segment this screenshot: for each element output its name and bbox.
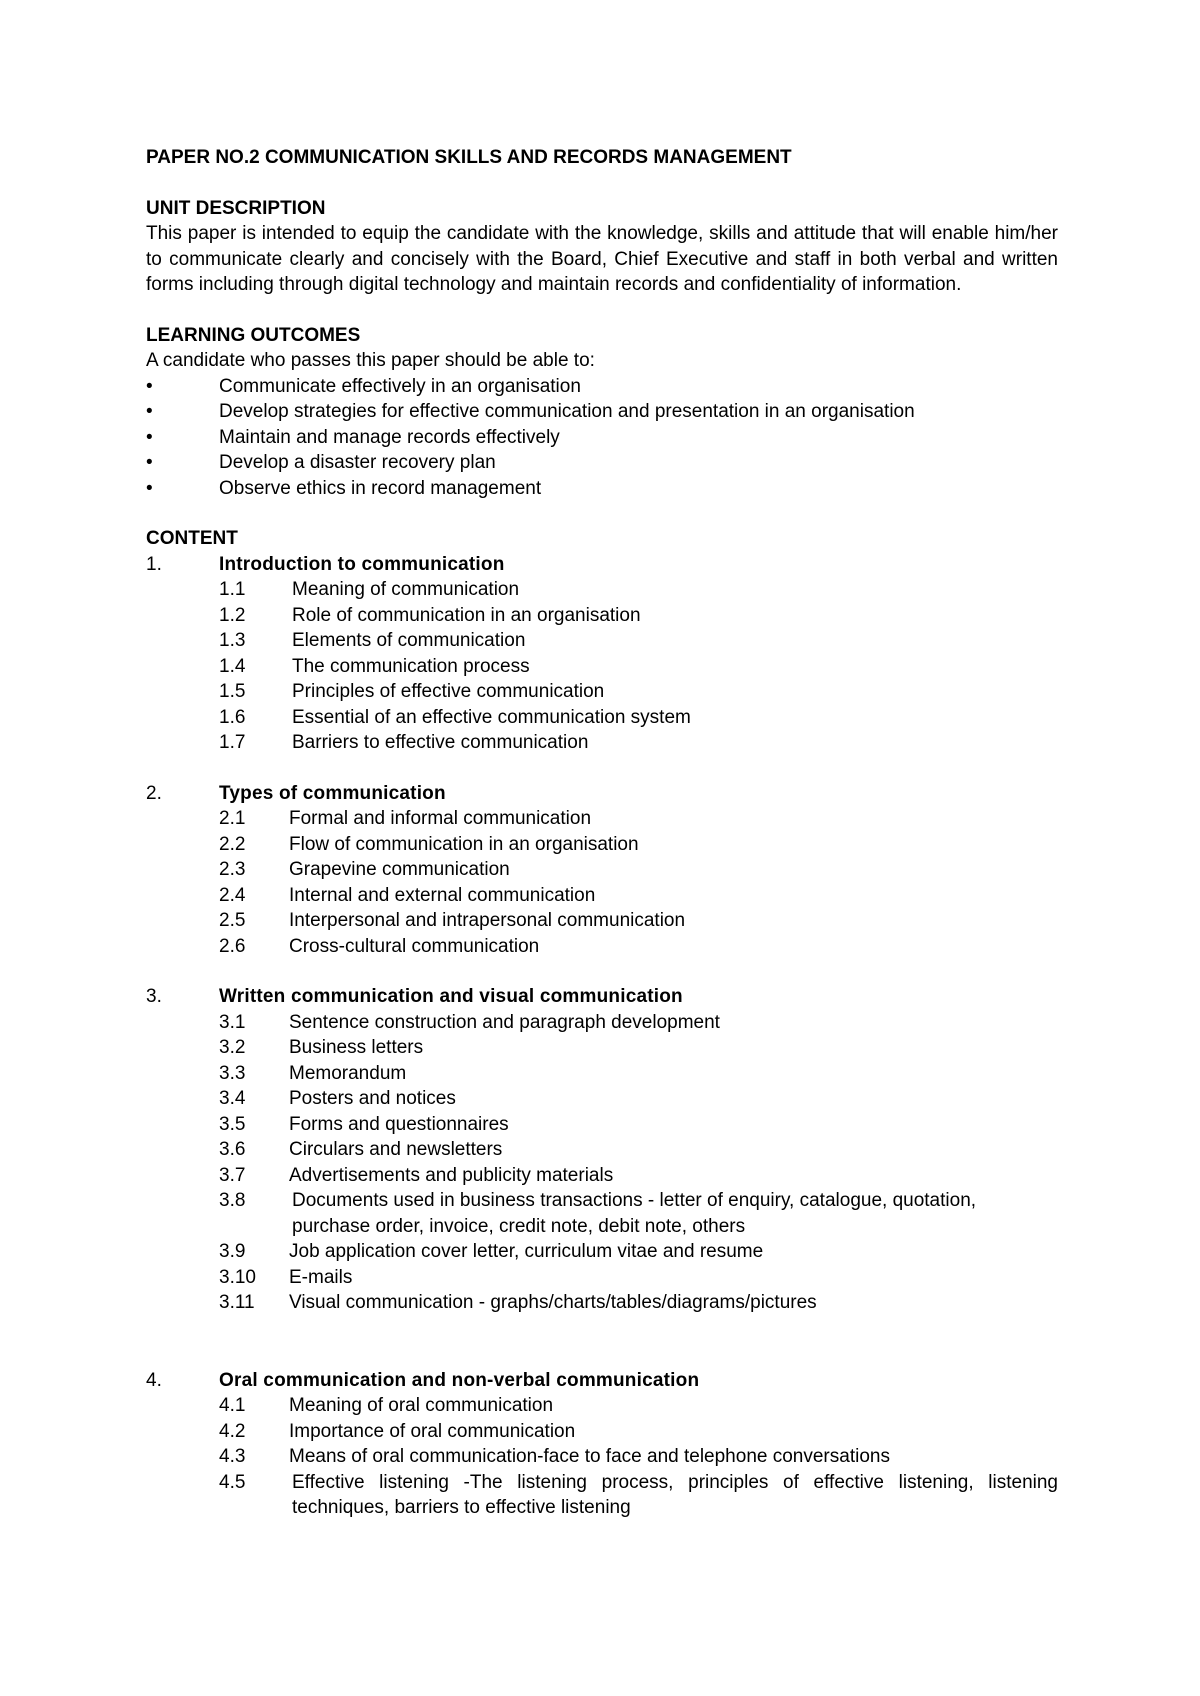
- item-number: 1.2: [219, 604, 246, 626]
- bullet-icon: •: [146, 401, 153, 422]
- item-number: 3.8: [219, 1190, 246, 1211]
- content-section-1: [146, 552, 1058, 756]
- item-text: Internal and external communication: [289, 884, 596, 906]
- section-title: Oral communication and non-verbal communication: [219, 1369, 700, 1391]
- bullet-icon: •: [146, 477, 153, 499]
- item-number: 1.3: [219, 630, 246, 651]
- list-item: [146, 934, 1058, 960]
- item-number: 1.1: [219, 579, 246, 600]
- item-text: Elements of communication: [292, 630, 526, 651]
- list-item: [146, 425, 1058, 451]
- item-text: Job application cover letter, curriculum vitae and resume: [289, 1241, 764, 1262]
- list-item: [146, 628, 1058, 654]
- item-text: Interpersonal and intrapersonal communication: [289, 910, 686, 931]
- outcome-text: Develop a disaster recovery plan: [219, 452, 496, 473]
- item-text: Means of oral communication-face to face and telephone conversations: [289, 1446, 890, 1467]
- section-number: 2.: [146, 782, 162, 804]
- section-header: [146, 984, 1058, 1010]
- item-number: 3.10: [219, 1266, 256, 1288]
- section-header: [146, 781, 1058, 807]
- section-items: [146, 1010, 1058, 1316]
- list-item: [146, 883, 1058, 909]
- list-item: [146, 1393, 1058, 1419]
- item-text: Posters and notices: [289, 1088, 456, 1109]
- item-text: Formal and informal communication: [289, 808, 592, 829]
- item-number: 2.4: [219, 884, 246, 906]
- list-item: [146, 654, 1058, 680]
- item-number: 2.2: [219, 833, 246, 855]
- list-item: [146, 705, 1058, 731]
- section-items: [146, 1393, 1058, 1521]
- section-items: [146, 577, 1058, 756]
- list-item: [146, 730, 1058, 756]
- item-number: 2.3: [219, 859, 246, 880]
- item-text: Business letters: [289, 1037, 424, 1058]
- item-number: 2.6: [219, 935, 246, 957]
- list-item: [146, 1239, 1058, 1265]
- item-number: 3.4: [219, 1088, 246, 1109]
- list-item: [146, 806, 1058, 832]
- list-item: [146, 476, 1058, 502]
- document-page: [146, 145, 1058, 1521]
- list-item: [146, 1265, 1058, 1291]
- item-number: 4.1: [219, 1395, 246, 1416]
- item-text: Grapevine communication: [289, 859, 510, 880]
- item-text: Sentence construction and paragraph development: [289, 1011, 720, 1033]
- item-number: 1.6: [219, 706, 246, 728]
- section-number: 3.: [146, 986, 162, 1007]
- item-text: The communication process: [292, 655, 530, 677]
- list-item: [146, 1290, 1058, 1316]
- item-text: Visual communication - graphs/charts/tables/diagrams/pictures: [289, 1292, 817, 1313]
- item-text: Meaning of oral communication: [289, 1395, 554, 1416]
- item-number: 3.3: [219, 1062, 246, 1084]
- section-title: Introduction to communication: [219, 553, 505, 575]
- section-title: Types of communication: [219, 782, 446, 804]
- list-item: [146, 1035, 1058, 1061]
- item-number: 3.1: [219, 1011, 246, 1033]
- section-header: [146, 1368, 1058, 1394]
- content-section-4: [146, 1368, 1058, 1521]
- list-item: [146, 1470, 1058, 1521]
- item-text: Forms and questionnaires: [289, 1113, 509, 1135]
- item-number: 1.7: [219, 732, 246, 753]
- item-text: Importance of oral communication: [289, 1420, 576, 1442]
- item-text: Cross-cultural communication: [289, 935, 540, 957]
- item-number: 1.4: [219, 655, 246, 677]
- list-item: [146, 1010, 1058, 1036]
- item-text: Flow of communication in an organisation: [289, 833, 639, 855]
- item-text: Essential of an effective communication system: [292, 706, 691, 728]
- bullet-icon: •: [146, 452, 153, 473]
- item-number: 4.2: [219, 1420, 246, 1442]
- list-item: [146, 857, 1058, 883]
- paper-title: PAPER NO.2 COMMUNICATION SKILLS AND RECORDS MANAGEMENT: [146, 147, 792, 168]
- outcome-text: Observe ethics in record management: [219, 477, 542, 499]
- content-section-2: [146, 781, 1058, 960]
- item-text: Meaning of communication: [292, 579, 520, 600]
- item-number: 3.9: [219, 1241, 246, 1262]
- learning-outcomes-list: [146, 374, 1058, 502]
- item-number: 2.1: [219, 808, 246, 829]
- item-number: 3.6: [219, 1139, 246, 1160]
- item-text: Role of communication in an organisation: [292, 604, 641, 626]
- item-text: Barriers to effective communication: [292, 732, 589, 753]
- list-item: [146, 679, 1058, 705]
- list-item: [146, 1163, 1058, 1189]
- learning-outcomes-intro: A candidate who passes this paper should be able to:: [146, 350, 595, 371]
- list-item: [146, 1086, 1058, 1112]
- list-item: [146, 1444, 1058, 1470]
- item-text: Effective listening -The listening process, principles of effective listening, listening techniques, barriers to effective listening: [292, 1471, 1058, 1518]
- list-item: [146, 374, 1058, 400]
- list-item: [146, 577, 1058, 603]
- list-item: [146, 1061, 1058, 1087]
- section-items: [146, 806, 1058, 959]
- item-text: Memorandum: [289, 1062, 407, 1084]
- item-text: Principles of effective communication: [292, 681, 605, 702]
- list-item: [146, 908, 1058, 934]
- content-heading: CONTENT: [146, 528, 238, 549]
- content-section-3: [146, 984, 1058, 1316]
- item-number: 3.2: [219, 1037, 246, 1058]
- unit-description-heading: UNIT DESCRIPTION: [146, 197, 326, 219]
- item-number: 4.5: [219, 1471, 246, 1493]
- bullet-icon: •: [146, 375, 153, 397]
- section-header: [146, 552, 1058, 578]
- list-item: [146, 399, 1058, 425]
- item-number: 3.11: [219, 1292, 255, 1313]
- item-number: 3.5: [219, 1113, 246, 1135]
- outcome-text: Communicate effectively in an organisation: [219, 375, 581, 397]
- unit-description-text: This paper is intended to equip the candidate with the knowledge, skills and attitude that will enable him/her to communicate clearly and concisely with the Board, Chief Executive and staff in both verbal and written forms including through digital technology and maintain records and confidentiality of information.: [146, 223, 1058, 295]
- item-text: Circulars and newsletters: [289, 1139, 503, 1160]
- list-item: [146, 832, 1058, 858]
- item-number: 3.7: [219, 1164, 246, 1186]
- section-title: Written communication and visual communication: [219, 986, 683, 1007]
- list-item: [146, 1137, 1058, 1163]
- list-item: [146, 1419, 1058, 1445]
- list-item: [146, 1188, 1058, 1239]
- section-number: 1.: [146, 553, 162, 575]
- list-item: [146, 1112, 1058, 1138]
- item-number: 1.5: [219, 681, 246, 702]
- outcome-text: Develop strategies for effective communication and presentation in an organisation: [219, 401, 915, 422]
- item-text: Documents used in business transactions - letter of enquiry, catalogue, quotation, purchase order, invoice, credit note, debit note, others: [292, 1190, 977, 1237]
- list-item: [146, 450, 1058, 476]
- learning-outcomes-heading: LEARNING OUTCOMES: [146, 324, 361, 346]
- item-text: Advertisements and publicity materials: [289, 1164, 614, 1186]
- bullet-icon: •: [146, 426, 153, 448]
- item-text: E-mails: [289, 1266, 353, 1288]
- outcome-text: Maintain and manage records effectively: [219, 426, 560, 448]
- section-number: 4.: [146, 1369, 162, 1391]
- item-number: 2.5: [219, 910, 246, 931]
- item-number: 4.3: [219, 1446, 246, 1467]
- list-item: [146, 603, 1058, 629]
